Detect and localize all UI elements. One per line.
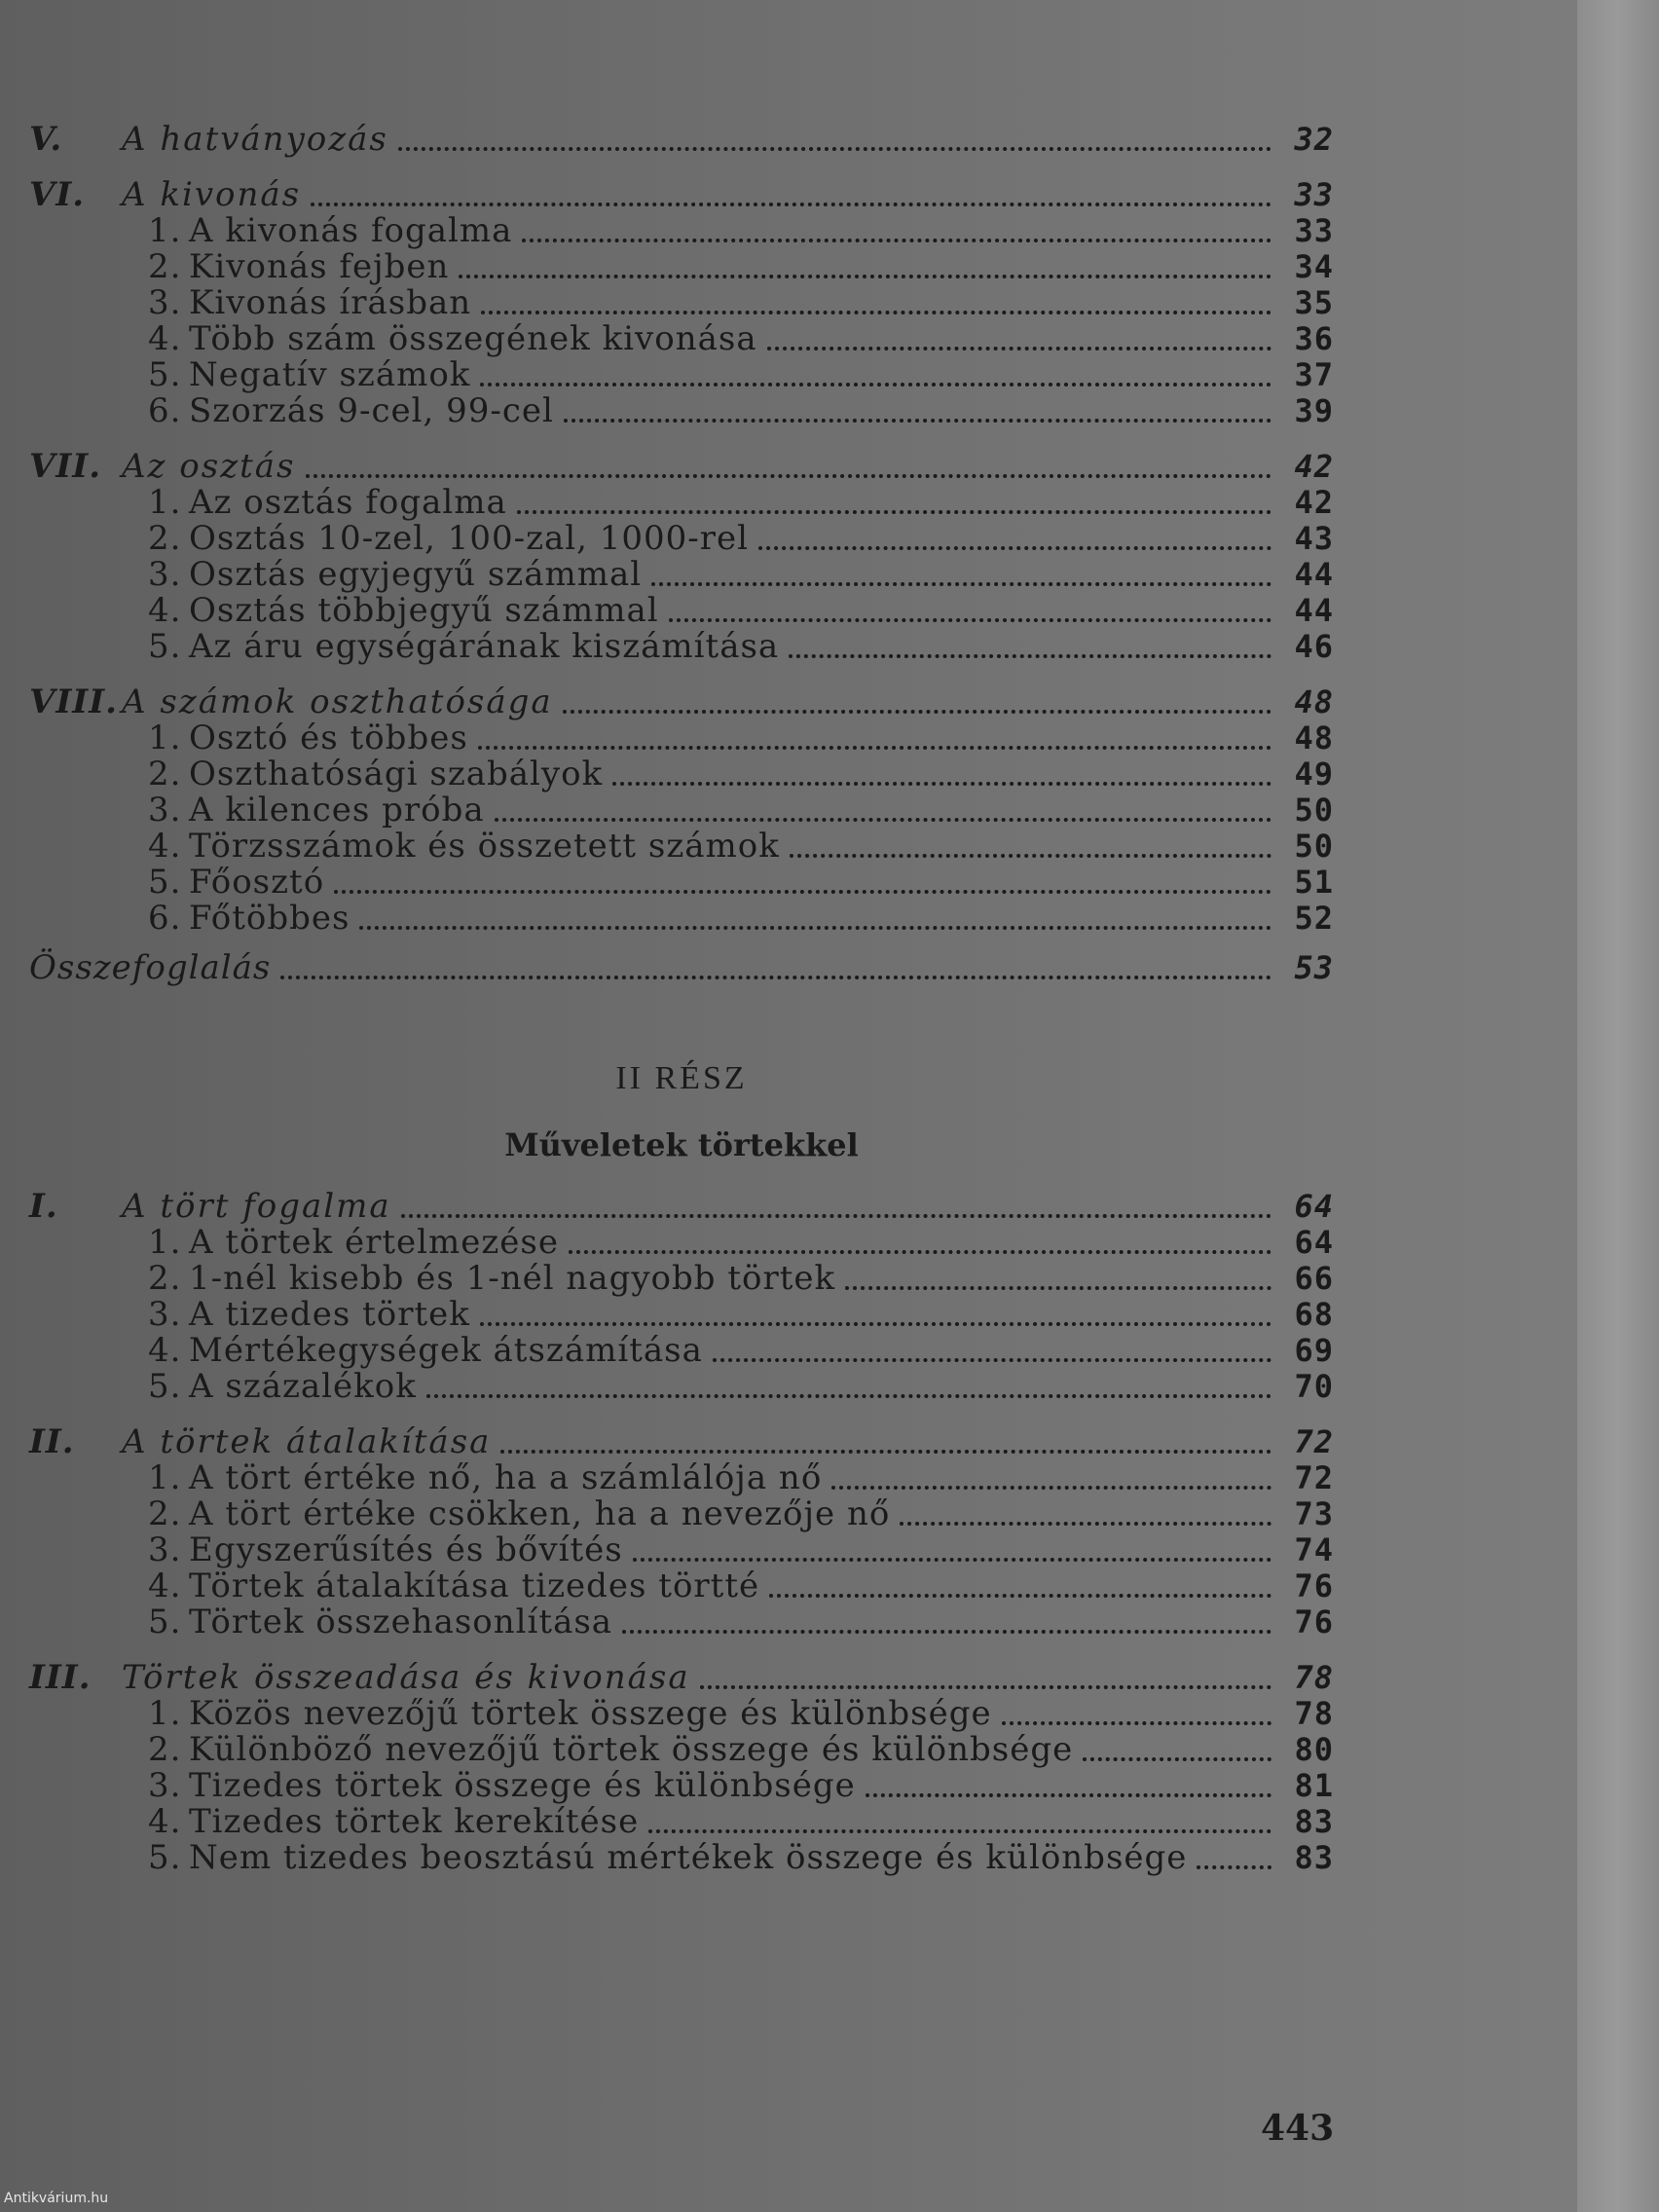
section-page: 81 <box>1294 1767 1334 1804</box>
summary-entry <box>29 950 1334 986</box>
section-entry <box>29 1604 1334 1641</box>
section-page: 74 <box>1294 1531 1334 1568</box>
section-page: 83 <box>1294 1839 1334 1876</box>
section-title: Osztás többjegyű számmal <box>189 591 659 630</box>
section-title: Mértékegységek átszámítása <box>189 1331 703 1370</box>
dot-leader <box>700 1683 1272 1689</box>
chapter-title: A számok oszthatósága <box>122 682 553 721</box>
section-number: 3. <box>148 1295 182 1334</box>
dot-leader <box>767 345 1272 350</box>
dot-leader <box>495 816 1272 822</box>
dot-leader <box>1197 1863 1272 1869</box>
chapter-number: III. <box>29 1658 92 1697</box>
section-entry <box>29 557 1334 593</box>
dot-leader <box>359 924 1272 930</box>
part-two-title: II RÉSZ <box>615 1060 748 1096</box>
section-number: 1. <box>148 719 182 757</box>
section-number: 1. <box>148 211 182 250</box>
dot-leader <box>311 201 1272 206</box>
dot-leader <box>633 1556 1272 1562</box>
section-number: 5. <box>148 863 182 902</box>
dot-leader <box>564 417 1272 423</box>
section-title: A tört értéke csökken, ha a nevezője nő <box>189 1494 891 1533</box>
section-number: 2. <box>148 247 182 286</box>
section-page: 83 <box>1294 1803 1334 1840</box>
chapter-page: 33 <box>1294 176 1334 213</box>
section-title: Törtek összehasonlítása <box>189 1603 613 1641</box>
section-page: 51 <box>1294 864 1334 901</box>
section-entry <box>29 720 1334 756</box>
section-entry <box>29 829 1334 865</box>
section-page: 52 <box>1294 900 1334 937</box>
chapter-title: Az osztás <box>122 447 296 486</box>
dot-leader <box>900 1520 1272 1526</box>
chapter-page: 32 <box>1294 121 1334 158</box>
chapter-number: I. <box>29 1187 58 1226</box>
section-entry <box>29 865 1334 901</box>
section-entry <box>29 485 1334 521</box>
section-page: 44 <box>1294 592 1334 629</box>
section-title: Az áru egységárának kiszámítása <box>189 627 780 666</box>
section-title: Osztó és többes <box>189 719 468 757</box>
chapter-page: 78 <box>1294 1659 1334 1696</box>
part-two-subtitle: Műveletek törtekkel <box>504 1126 859 1163</box>
section-entry <box>29 1696 1334 1732</box>
chapter-page: 42 <box>1294 448 1334 485</box>
section-title: Közös nevezőjű törtek összege és különbsége <box>189 1694 992 1733</box>
chapter-number: VI. <box>29 175 86 214</box>
section-page: 70 <box>1294 1368 1334 1405</box>
section-page: 68 <box>1294 1296 1334 1333</box>
section-entry <box>29 793 1334 829</box>
section-title: Különböző nevezőjű törtek összege és különbsége <box>189 1730 1074 1769</box>
section-entry <box>29 1297 1334 1333</box>
chapter-title: A hatványozás <box>122 120 388 159</box>
section-number: 5. <box>148 1367 182 1406</box>
section-page: 66 <box>1294 1260 1334 1297</box>
dot-leader <box>426 1392 1272 1398</box>
dot-leader <box>334 888 1272 894</box>
section-number: 5. <box>148 1838 182 1877</box>
summary-title: Összefoglalás <box>29 948 272 987</box>
dot-leader <box>669 616 1272 622</box>
part-one <box>29 122 1334 937</box>
dot-leader <box>480 381 1272 387</box>
section-title: A kivonás fogalma <box>189 211 513 250</box>
dot-leader <box>769 1592 1272 1598</box>
section-title: Kivonás fejben <box>189 247 450 286</box>
section-page: 44 <box>1294 556 1334 593</box>
section-entry <box>29 901 1334 937</box>
section-number: 3. <box>148 1766 182 1805</box>
chapter-page: 48 <box>1294 683 1334 720</box>
chapter-entry <box>29 1660 1334 1696</box>
section-title: Törzsszámok és összetett számok <box>189 827 780 866</box>
chapter-entry <box>29 1189 1334 1225</box>
section-entry <box>29 285 1334 321</box>
section-page: 36 <box>1294 320 1334 357</box>
watermark: Antikvárium.hu <box>4 2191 109 2206</box>
section-entry <box>29 321 1334 357</box>
section-number: 6. <box>148 391 182 430</box>
chapter-title: A tört fogalma <box>122 1187 391 1226</box>
section-number: 2. <box>148 519 182 558</box>
section-entry <box>29 1804 1334 1840</box>
section-page: 78 <box>1294 1695 1334 1732</box>
section-entry <box>29 357 1334 393</box>
section-entry <box>29 1225 1334 1261</box>
section-number: 1. <box>148 1694 182 1733</box>
dot-leader <box>1083 1755 1272 1761</box>
dot-leader <box>651 580 1272 586</box>
section-entry <box>29 1369 1334 1405</box>
summary-page: 53 <box>1294 949 1334 986</box>
dot-leader <box>481 309 1272 314</box>
chapter-entry <box>29 1424 1334 1460</box>
section-title: Oszthatósági szabályok <box>189 755 604 793</box>
dot-leader <box>831 1484 1272 1490</box>
section-page: 35 <box>1294 284 1334 321</box>
section-number: 3. <box>148 555 182 594</box>
section-title: Nem tizedes beosztású mértékek összege és különbsége <box>189 1838 1188 1877</box>
section-title: Tizedes törtek összege és különbsége <box>189 1766 856 1805</box>
section-number: 4. <box>148 591 182 630</box>
section-number: 4. <box>148 319 182 358</box>
dot-leader <box>790 852 1272 858</box>
section-title: A kilences próba <box>189 791 485 830</box>
section-title: Negatív számok <box>189 355 471 394</box>
section-page: 50 <box>1294 792 1334 829</box>
chapter-number: VIII. <box>29 682 118 721</box>
chapter-number: II. <box>29 1422 75 1461</box>
section-page: 34 <box>1294 248 1334 285</box>
section-page: 73 <box>1294 1495 1334 1532</box>
chapter-number: VII. <box>29 447 102 486</box>
section-number: 1. <box>148 483 182 522</box>
section-entry <box>29 393 1334 429</box>
dot-leader <box>648 1827 1272 1833</box>
section-number: 3. <box>148 283 182 322</box>
dot-leader <box>478 744 1272 750</box>
section-page: 80 <box>1294 1731 1334 1768</box>
section-number: 3. <box>148 791 182 830</box>
section-page: 49 <box>1294 756 1334 793</box>
section-number: 3. <box>148 1530 182 1569</box>
page-edge <box>1577 0 1659 2212</box>
section-entry <box>29 1333 1334 1369</box>
section-title: A tizedes törtek <box>189 1295 470 1334</box>
dot-leader <box>401 1212 1272 1218</box>
section-page: 64 <box>1294 1224 1334 1261</box>
section-number: 1. <box>148 1223 182 1262</box>
dot-leader <box>522 237 1272 242</box>
section-number: 5. <box>148 627 182 666</box>
section-page: 69 <box>1294 1332 1334 1369</box>
chapter-title: Törtek összeadása és kivonása <box>122 1658 690 1697</box>
section-number: 2. <box>148 755 182 793</box>
dot-leader <box>1002 1719 1272 1725</box>
section-entry <box>29 1568 1334 1604</box>
section-number: 5. <box>148 1603 182 1641</box>
section-title: Törtek átalakítása tizedes törtté <box>189 1567 760 1605</box>
section-title: A törtek értelmezése <box>189 1223 559 1262</box>
section-title: Az osztás fogalma <box>189 483 507 522</box>
section-page: 50 <box>1294 828 1334 865</box>
section-entry <box>29 1840 1334 1876</box>
dot-leader <box>789 652 1272 658</box>
section-number: 2. <box>148 1259 182 1298</box>
chapter-entry <box>29 449 1334 485</box>
section-entry <box>29 213 1334 249</box>
table-of-contents <box>29 102 1334 1876</box>
dot-leader <box>280 974 1272 979</box>
section-title: Osztás 10-zel, 100-zal, 1000-rel <box>189 519 750 558</box>
chapter-entry <box>29 684 1334 720</box>
section-number: 4. <box>148 1567 182 1605</box>
chapter-entry <box>29 122 1334 158</box>
dot-leader <box>866 1791 1272 1797</box>
section-page: 48 <box>1294 719 1334 756</box>
section-title: A százalékok <box>189 1367 417 1406</box>
section-page: 37 <box>1294 356 1334 393</box>
section-page: 43 <box>1294 520 1334 557</box>
section-number: 2. <box>148 1730 182 1769</box>
section-number: 2. <box>148 1494 182 1533</box>
dot-leader <box>480 1320 1272 1326</box>
section-title: Tizedes törtek kerekítése <box>189 1802 640 1841</box>
chapter-title: A kivonás <box>122 175 302 214</box>
section-title: Egyszerűsítés és bővítés <box>189 1530 623 1569</box>
section-entry <box>29 629 1334 665</box>
section-page: 33 <box>1294 212 1334 249</box>
part-two <box>29 1189 1334 1876</box>
section-title: A tört értéke nő, ha a számlálója nő <box>189 1458 823 1497</box>
dot-leader <box>758 544 1272 550</box>
dot-leader <box>713 1356 1272 1362</box>
section-title: Főosztó <box>189 863 325 902</box>
dot-leader <box>563 708 1272 714</box>
dot-leader <box>569 1248 1272 1254</box>
chapter-title: A törtek átalakítása <box>122 1422 492 1461</box>
section-number: 6. <box>148 899 182 938</box>
section-page: 76 <box>1294 1604 1334 1641</box>
section-number: 1. <box>148 1458 182 1497</box>
dot-leader <box>306 472 1272 478</box>
section-number: 4. <box>148 1802 182 1841</box>
section-entry <box>29 756 1334 793</box>
dot-leader <box>398 145 1272 151</box>
section-title: Osztás egyjegyű számmal <box>189 555 643 594</box>
section-entry <box>29 1460 1334 1496</box>
section-page: 39 <box>1294 392 1334 429</box>
section-entry <box>29 593 1334 629</box>
chapter-page: 72 <box>1294 1423 1334 1460</box>
section-entry <box>29 1496 1334 1532</box>
section-page: 46 <box>1294 628 1334 665</box>
dot-leader <box>622 1628 1272 1634</box>
chapter-entry <box>29 177 1334 213</box>
dot-leader <box>459 273 1272 278</box>
section-number: 5. <box>148 355 182 394</box>
dot-leader <box>845 1284 1272 1290</box>
section-title: 1-nél kisebb és 1-nél nagyobb törtek <box>189 1259 836 1298</box>
chapter-number: V. <box>29 120 63 159</box>
section-title: Főtöbbes <box>189 899 350 938</box>
section-number: 4. <box>148 1331 182 1370</box>
section-entry <box>29 249 1334 285</box>
dot-leader <box>517 508 1272 514</box>
section-title: Több szám összegének kivonása <box>189 319 757 358</box>
page-number: 443 <box>1261 2108 1335 2149</box>
section-entry <box>29 1732 1334 1768</box>
dot-leader <box>612 780 1272 786</box>
section-page: 76 <box>1294 1567 1334 1604</box>
dot-leader <box>500 1448 1272 1454</box>
section-entry <box>29 1768 1334 1804</box>
section-entry <box>29 1532 1334 1568</box>
section-page: 42 <box>1294 484 1334 521</box>
section-number: 4. <box>148 827 182 866</box>
section-title: Kivonás írásban <box>189 283 472 322</box>
section-page: 72 <box>1294 1459 1334 1496</box>
section-title: Szorzás 9-cel, 99-cel <box>189 391 554 430</box>
section-entry <box>29 521 1334 557</box>
chapter-page: 64 <box>1294 1188 1334 1225</box>
section-entry <box>29 1261 1334 1297</box>
